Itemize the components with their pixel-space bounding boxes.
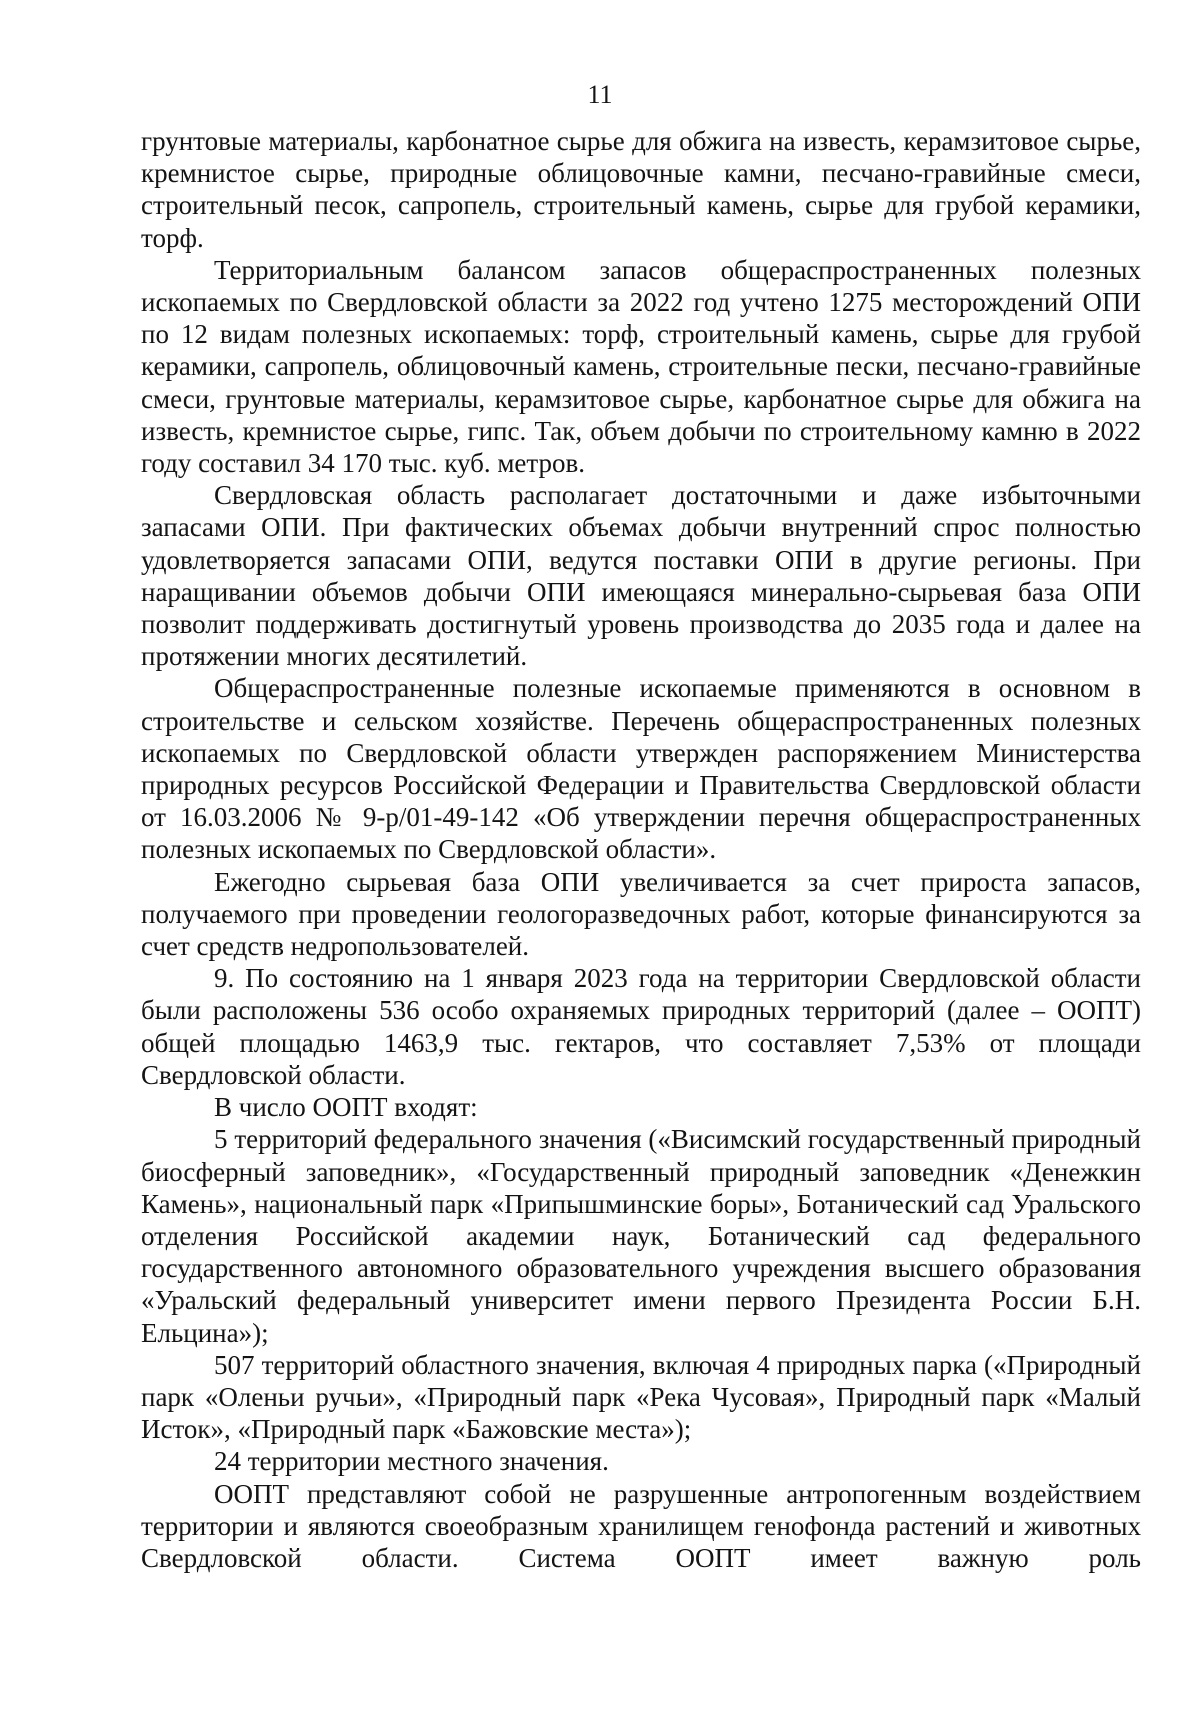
paragraph-protected-areas: 9. По состоянию на 1 января 2023 года на территории Свердловской области были расположены 536 особо охраняемых природных территорий (далее – ООПТ) общей площадью 1463,9 тыс. гектаров, что составляет 7,53% от площади Свердловской области. (141, 963, 1141, 1090)
paragraph-reserves: Свердловская область располагает достаточными и даже избыточными запасами ОПИ. При фактических объемах добычи внутренний спрос полностью удовлетворяется запасами ОПИ, ведутся поставки ОПИ в другие регионы. При наращивании объемов добычи ОПИ имеющаяся минерально-сырьевая база ОПИ позволит поддерживать достигнутый уровень производства до 2035 года и далее на протяжении многих десятилетий. (141, 480, 1141, 672)
paragraph-oopt-includes: В число ООПТ входят: (214, 1092, 478, 1123)
paragraph-regional-territories: 507 территорий областного значения, включая 4 природных парка («Природный парк «Оленьи ручьи», «Природный парк «Река Чусовая», Природный парк «Малый Исток», «Природный парк «Бажовские места»); (141, 1349, 1141, 1445)
paragraph-local-territories: 24 территории местного значения. (214, 1446, 609, 1477)
paragraph-oopt-role: ООПТ представляют собой не разрушенные антропогенным воздействием территории и являются своеобразным хранилищем генофонда растений и животных Свердловской области. Система ООПТ имеет важную роль (141, 1478, 1141, 1573)
page-number: 11 (587, 80, 613, 109)
paragraph-federal-territories: 5 территорий федерального значения («Висимский государственный природный биосферный заповедник», «Государственный природный заповедник «Денежкин Камень», национальный парк «Припышминские боры», Ботанический сад Уральского отделения Российской академии наук, Ботанический сад федерального государственного автономного образовательного учреждения высшего образования «Уральский федеральный университет имени первого Президента России Б.Н. Ельцина»); (141, 1124, 1141, 1348)
document-body (141, 125, 1141, 1574)
paragraph-mineral-types: грунтовые материалы, карбонатное сырье для обжига на известь, керамзитовое сырье, кремнистое сырье, природные облицовочные камни, песчано-гравийные смеси, строительный песок, сапропель, строительный камень, сырье для грубой керамики, торф. (141, 126, 1141, 253)
paragraph-annual-growth: Ежегодно сырьевая база ОПИ увеличивается за счет прироста запасов, получаемого при проведении геологоразведочных работ, которые финансируются за счет средств недропользователей. (141, 866, 1141, 962)
paragraph-usage-and-list: Общераспространенные полезные ископаемые применяются в основном в строительстве и сельском хозяйстве. Перечень общераспространенных полезных ископаемых по Свердловской области утвержден распоряжением Министерства природных ресурсов Российской Федерации и Правительства Свердловской области от 16.03.2006 № 9-р/01-49-142 «Об утверждении перечня общераспространенных полезных ископаемых по Свердловской области». (141, 673, 1141, 865)
paragraph-territorial-balance: Территориальным балансом запасов общераспространенных полезных ископаемых по Свердловской области за 2022 год учтено 1275 месторождений ОПИ по 12 видам полезных ископаемых: торф, строительный камень, сырье для грубой керамики, сапропель, облицовочный камень, строительные пески, песчано-гравийные смеси, грунтовые материалы, керамзитовое сырье, карбонатное сырье для обжига на известь, кремнистое сырье, гипс. Так, объем добычи по строительному камню в 2022 году составил 34 170 тыс. куб. метров. (141, 254, 1141, 479)
